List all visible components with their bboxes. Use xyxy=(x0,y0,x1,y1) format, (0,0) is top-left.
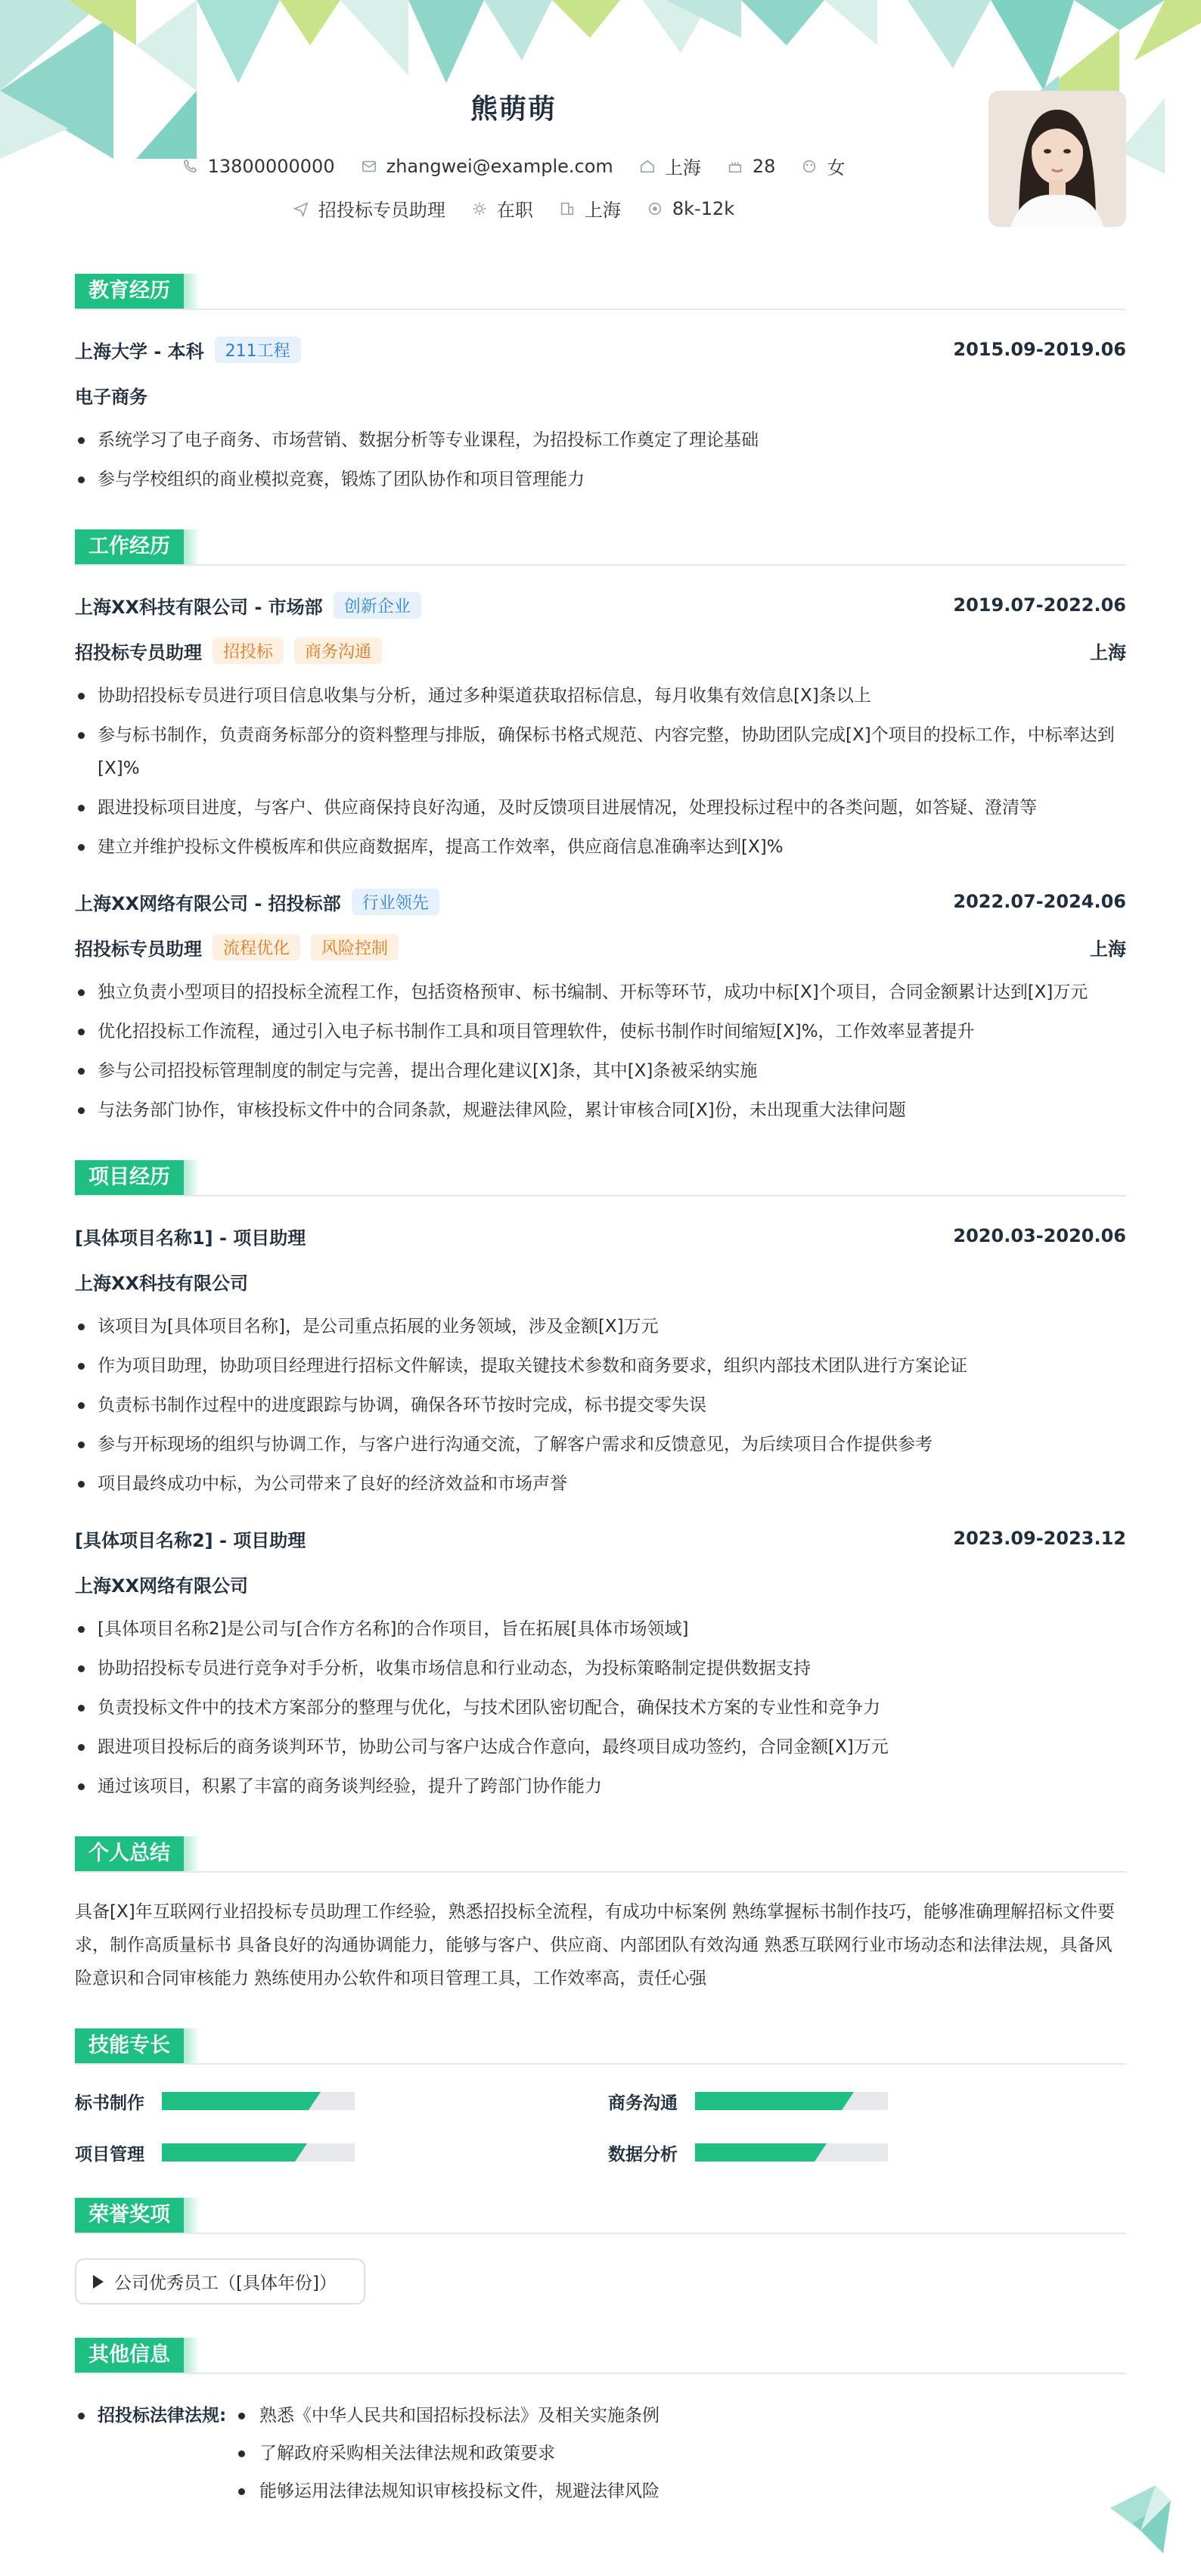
list-item: 熟悉《中华人民共和国招标投标法》及相关实施条例 xyxy=(234,2397,659,2435)
list-item: 项目最终成功中标，为公司带来了良好的经济效益和市场声誉 xyxy=(75,1467,1126,1501)
skill-bar xyxy=(162,2143,355,2162)
skills-grid xyxy=(75,2089,1126,2165)
salary-item xyxy=(647,198,734,219)
education-head xyxy=(75,333,1126,366)
section-title-awards: 荣誉奖项 xyxy=(75,2198,184,2233)
skill-label: 数据分析 xyxy=(608,2144,678,2165)
target-city: 上海 xyxy=(584,200,621,221)
section-divider xyxy=(75,564,1126,566)
list-item: 协助招投标专员进行竞争对手分析，收集市场信息和行业动态，为投标策略制定提供数据支持 xyxy=(75,1652,1126,1685)
work-location: 上海 xyxy=(1090,938,1126,960)
target-city-item xyxy=(559,195,621,222)
age-item xyxy=(727,156,776,177)
company-badge: 行业领先 xyxy=(352,889,439,915)
status-icon xyxy=(471,200,488,217)
section-work xyxy=(75,522,1126,567)
project-name: [具体项目名称2] - 项目助理 xyxy=(75,1529,306,1551)
section-education xyxy=(75,266,1126,312)
work-bullets xyxy=(75,976,1126,1127)
status-item xyxy=(471,195,533,222)
phone-item xyxy=(182,156,335,177)
section-awards xyxy=(75,2190,1126,2236)
project-company: 上海XX网络有限公司 xyxy=(75,1575,249,1597)
age-icon xyxy=(727,158,743,175)
list-item: 了解政府采购相关法律法规和政策要求 xyxy=(234,2435,659,2472)
section-title-projects: 项目经历 xyxy=(75,1160,184,1195)
section-title-education: 教育经历 xyxy=(75,274,184,309)
send-icon xyxy=(293,200,309,217)
list-item: 负责投标文件中的技术方案部分的整理与优化，与技术团队密切配合，确保技术方案的专业性和竞争力 xyxy=(75,1691,1126,1724)
skill-bar xyxy=(162,2092,355,2110)
job-role: 招投标专员助理 xyxy=(75,938,202,960)
education-period: 2015.09-2019.06 xyxy=(953,339,1126,360)
education-bullets xyxy=(75,424,1126,496)
list-item: 参与开标现场的组织与协调工作，与客户进行沟通交流，了解客户需求和反馈意见，为后续项目合作提供参考 xyxy=(75,1428,1126,1461)
skill-item xyxy=(75,2140,608,2165)
profile-photo xyxy=(988,91,1126,227)
list-item: [具体项目名称2]是公司与[合作方名称]的合作项目，旨在拓展[具体市场领域] xyxy=(75,1612,1126,1646)
resume-page xyxy=(75,0,1126,2510)
gender-item xyxy=(801,153,845,179)
project-entry xyxy=(75,1522,1126,1803)
list-item: 跟进投标项目进度，与客户、供应商保持良好沟通，及时反馈项目进展情况，处理投标过程中的各类问题，如答疑、澄清等 xyxy=(75,791,1126,824)
project-name: [具体项目名称1] - 项目助理 xyxy=(75,1227,306,1249)
school-name: 上海大学 - 本科 xyxy=(75,340,204,362)
candidate-name: 熊萌萌 xyxy=(470,94,557,125)
phone-number: 13800000000 xyxy=(207,155,335,177)
other-list xyxy=(234,2397,659,2510)
gender-icon xyxy=(801,158,818,175)
skill-item xyxy=(75,2089,608,2113)
major: 电子商务 xyxy=(75,386,147,408)
skill-bar xyxy=(695,2143,888,2162)
job-status: 在职 xyxy=(496,200,533,221)
skill-label: 标书制作 xyxy=(75,2093,144,2113)
summary-text: 具备[X]年互联网行业招投标专员助理工作经验，熟悉招投标全流程，有成功中标案例 熟练掌握标书制作技巧，能够准确理解招标文件要求，制作高质量标书 具备良好的沟通协调能力，能够与客户、供应商、内部团队有效沟通 熟悉互联网行业市场动态和法律法规，具备风险意识和合同审核能力 熟练使用办公软件和项目管理工具，工作效率高，责任心强 xyxy=(75,1902,1116,1988)
school-badge: 211工程 xyxy=(215,337,301,363)
phone-icon xyxy=(182,158,199,175)
project-period: 2023.09-2023.12 xyxy=(953,1528,1126,1549)
other-key: 招投标法律法规: xyxy=(75,2397,234,2510)
contact-row xyxy=(75,153,952,179)
skill-bar-fill xyxy=(695,2143,815,2162)
section-other xyxy=(75,2330,1126,2376)
list-item: 参与学校组织的商业模拟竞赛，锻炼了团队协作和项目管理能力 xyxy=(75,463,1126,496)
section-divider xyxy=(75,2233,1126,2234)
gender: 女 xyxy=(827,157,846,178)
list-item: 与法务部门协作，审核投标文件中的合同条款，规避法律风险，累计审核合同[X]份，未出现重大法律问题 xyxy=(75,1094,1126,1127)
list-item: 参与公司招投标管理制度的制定与完善，提出合理化建议[X]条，其中[X]条被采纳实施 xyxy=(75,1054,1126,1088)
role-tag: 商务沟通 xyxy=(294,638,382,664)
salary: 8k-12k xyxy=(672,197,735,219)
target-position-item xyxy=(293,195,445,222)
city: 上海 xyxy=(664,157,701,178)
section-divider xyxy=(75,2373,1126,2374)
list-item: 通过该项目，积累了丰富的商务谈判经验，提升了跨部门协作能力 xyxy=(75,1770,1126,1803)
company-badge: 创新企业 xyxy=(334,592,421,619)
section-divider xyxy=(75,1871,1126,1873)
section-projects xyxy=(75,1153,1126,1198)
caret-right-icon xyxy=(93,2275,104,2289)
list-item: 协助招投标专员进行项目信息收集与分析，通过多种渠道获取招标信息，每月收集有效信息[X]条以上 xyxy=(75,679,1126,712)
section-skills xyxy=(75,2021,1126,2066)
skill-label: 项目管理 xyxy=(75,2144,144,2165)
skill-item xyxy=(608,2140,1126,2165)
project-entry xyxy=(75,1219,1126,1501)
education-entry xyxy=(75,333,1126,496)
section-title-work: 工作经历 xyxy=(75,529,184,564)
award-label: 公司优秀员工（[具体年份]） xyxy=(114,2273,337,2293)
skill-bar-fill xyxy=(162,2143,295,2162)
skill-item xyxy=(608,2089,1126,2113)
list-item: 独立负责小型项目的招投标全流程工作，包括资格预审、标书编制、开标等环节，成功中标[X]个项目，合同金额累计达到[X]万元 xyxy=(75,976,1126,1009)
role-tag: 流程优化 xyxy=(213,934,300,961)
list-item: 建立并维护投标文件模板库和供应商数据库，提高工作效率，供应商信息准确率达到[X]% xyxy=(75,830,1126,864)
resume-header xyxy=(75,0,1126,242)
email-item xyxy=(361,156,613,177)
other-info xyxy=(75,2397,1126,2510)
major-row xyxy=(75,378,1126,411)
section-summary xyxy=(75,1829,1126,1874)
project-period: 2020.03-2020.06 xyxy=(953,1225,1126,1246)
section-title-skills: 技能专长 xyxy=(75,2028,184,2063)
email-address: zhangwei@example.com xyxy=(386,155,613,177)
work-location: 上海 xyxy=(1090,641,1126,663)
home-icon xyxy=(639,158,656,175)
section-title-summary: 个人总结 xyxy=(75,1836,184,1871)
list-item: 系统学习了电子商务、市场营销、数据分析等专业课程，为招投标工作奠定了理论基础 xyxy=(75,424,1126,457)
job-intent-row xyxy=(75,195,952,222)
list-item: 跟进项目投标后的商务谈判环节，协助公司与客户达成合作意向，最终项目成功签约，合同金额[X]万元 xyxy=(75,1730,1126,1764)
skill-bar-fill xyxy=(162,2092,309,2110)
project-bullets xyxy=(75,1612,1126,1803)
work-bullets xyxy=(75,679,1126,864)
project-company: 上海XX科技有限公司 xyxy=(75,1272,249,1294)
target-position: 招投标专员助理 xyxy=(318,200,445,221)
section-title-other: 其他信息 xyxy=(75,2338,184,2373)
section-divider xyxy=(75,1195,1126,1196)
section-divider xyxy=(75,2063,1126,2065)
section-divider xyxy=(75,309,1126,310)
city-item xyxy=(639,153,701,179)
job-role: 招投标专员助理 xyxy=(75,641,202,663)
work-entry xyxy=(75,885,1126,1127)
age: 28 xyxy=(752,155,776,177)
list-item: 负责标书制作过程中的进度跟踪与协调，确保各环节按时完成，标书提交零失误 xyxy=(75,1389,1126,1422)
building-icon xyxy=(559,200,576,217)
work-entry xyxy=(75,588,1126,864)
skill-bar xyxy=(695,2092,888,2110)
work-period: 2019.07-2022.06 xyxy=(953,594,1126,616)
mail-icon xyxy=(361,158,377,175)
list-item: 能够运用法律法规知识审核投标文件，规避法律风险 xyxy=(234,2472,659,2510)
role-tag: 招投标 xyxy=(213,638,284,664)
salary-icon xyxy=(647,200,663,217)
list-item: 作为项目助理，协助项目经理进行招标文件解读，提取关键技术参数和商务要求，组织内部技术团队进行方案论证 xyxy=(75,1349,1126,1383)
award-item[interactable] xyxy=(75,2258,365,2304)
list-item: 该项目为[具体项目名称]，是公司重点拓展的业务领域，涉及金额[X]万元 xyxy=(75,1310,1126,1343)
project-bullets xyxy=(75,1310,1126,1501)
skill-bar-fill xyxy=(695,2092,842,2110)
company-name: 上海XX网络有限公司 - 招投标部 xyxy=(75,892,341,914)
list-item: 优化招投标工作流程，通过引入电子标书制作工具和项目管理软件，使标书制作时间缩短[X]%，工作效率显著提升 xyxy=(75,1015,1126,1048)
company-name: 上海XX科技有限公司 - 市场部 xyxy=(75,596,323,618)
list-item: 参与标书制作，负责商务标部分的资料整理与排版，确保标书格式规范、内容完整，协助团队完成[X]个项目的投标工作，中标率达到[X]% xyxy=(75,718,1126,785)
work-period: 2022.07-2024.06 xyxy=(953,891,1126,912)
role-tag: 风险控制 xyxy=(311,934,399,961)
skill-label: 商务沟通 xyxy=(608,2093,678,2113)
